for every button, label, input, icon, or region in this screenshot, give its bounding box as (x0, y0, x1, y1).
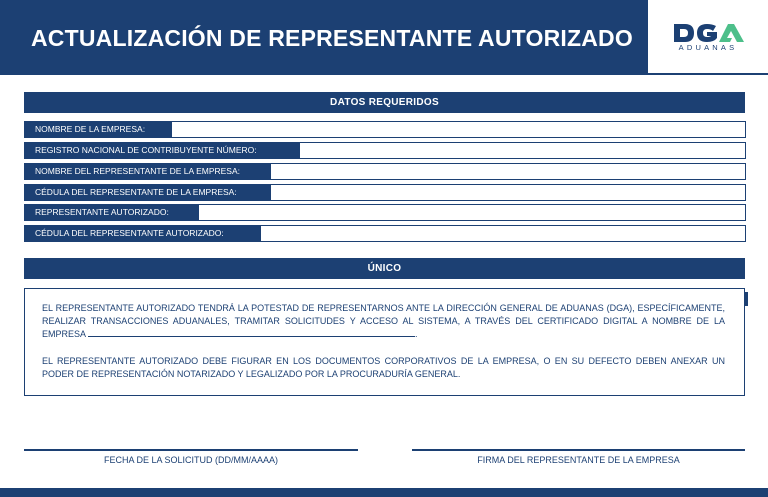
authorization-text: EL REPRESENTANTE AUTORIZADO TENDRÁ LA POTESTAD DE REPRESENTARNOS ANTE LA DIRECCIÓN GENERAL DE ADUANAS (DGA), ESPECÍFICAMENTE, REALIZAR TRANSACCIONES ADUANALES, TRAMITAR SOLICITUDES Y ACCESO AL SISTEMA, A TRAVÉS DEL CERTIFICADO DIGITAL A NOMBRE DE LA EMPRESA (42, 303, 725, 339)
datos-requeridos-header: DATOS REQUERIDOS (24, 92, 745, 113)
header-banner (0, 0, 768, 75)
logo-subtext: ADUANAS (678, 43, 738, 52)
field-label: NOMBRE DEL REPRESENTANTE DE LA EMPRESA: (25, 164, 271, 179)
page-title: ACTUALIZACIÓN DE REPRESENTANTE AUTORIZADO (31, 25, 633, 51)
accent-tab (745, 292, 748, 306)
signature-label: FIRMA DEL REPRESENTANTE DE LA EMPRESA (477, 455, 680, 465)
signature-line[interactable] (412, 449, 745, 451)
unico-text-box (24, 288, 745, 396)
field-label: CÉDULA DEL REPRESENTANTE AUTORIZADO: (25, 226, 261, 241)
field-label: REGISTRO NACIONAL DE CONTRIBUYENTE NÚMERO: (25, 143, 300, 158)
dga-logo (648, 0, 768, 73)
date-signature-line[interactable] (24, 449, 358, 451)
field-row-cedula-representante (24, 184, 746, 201)
rnc-field[interactable] (300, 143, 745, 158)
field-label: REPRESENTANTE AUTORIZADO: (25, 205, 199, 220)
field-row-nombre-empresa (24, 121, 746, 138)
field-row-rnc (24, 142, 746, 159)
date-label: FECHA DE LA SOLICITUD (DD/MM/AAAA) (103, 455, 279, 465)
requirement-paragraph: EL REPRESENTANTE AUTORIZADO DEBE FIGURAR EN LOS DOCUMENTOS CORPORATIVOS DE LA EMPRESA, O EN SU DEFECTO DEBEN ANEXAR UN PODER DE REPRESENTACIÓN NOTARIZADO Y LEGALIZADO POR LA PROCURADURÍA GENERAL. (42, 356, 725, 379)
field-label: CÉDULA DEL REPRESENTANTE DE LA EMPRESA: (25, 185, 271, 200)
footer-bar (0, 488, 768, 497)
paragraph-period: . (415, 329, 418, 339)
unico-header: ÚNICO (24, 258, 745, 279)
field-row-representante-autorizado (24, 204, 746, 221)
nombre-empresa-field[interactable] (172, 122, 745, 137)
empresa-blank-line[interactable] (88, 328, 415, 337)
cedula-autorizado-field[interactable] (261, 226, 745, 241)
representante-autorizado-field[interactable] (199, 205, 745, 220)
field-row-cedula-autorizado (24, 225, 746, 242)
field-row-nombre-representante (24, 163, 746, 180)
authorization-paragraph (42, 302, 725, 341)
field-label: NOMBRE DE LA EMPRESA: (25, 122, 172, 137)
nombre-representante-field[interactable] (271, 164, 745, 179)
cedula-representante-field[interactable] (271, 185, 745, 200)
